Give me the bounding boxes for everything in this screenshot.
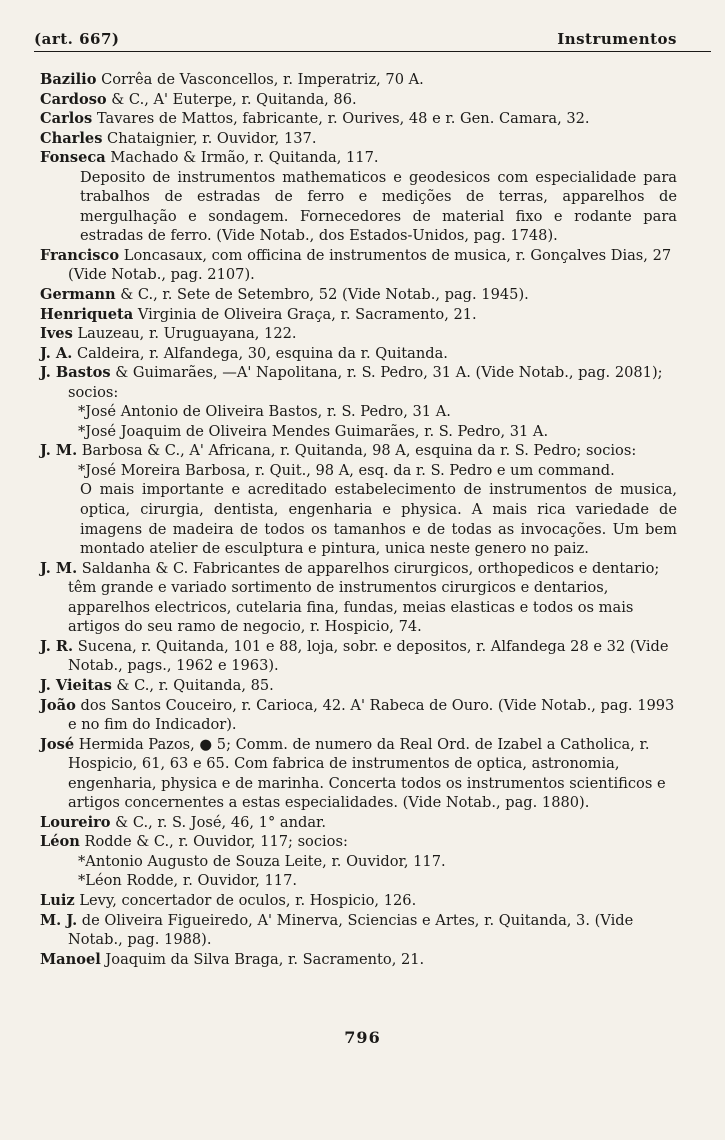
entry-name: J. A. — [40, 344, 73, 362]
entry-details: Saldanha & C. Fabricantes de apparelhos cirurgicos, orthopedicos e dentario; têm grande e variado sortimento de instrumentos cirurgicos e dentarios, apparelhos electricos, cutelaria fina, fundas, meias elasticas e todos os mais artigos do seu ramo de negocio, r. Hospicio, 74. — [68, 559, 660, 636]
entry-name: Henriqueta — [40, 305, 134, 323]
entry-details: Machado & Irmão, r. Quitanda, 117. — [105, 149, 379, 167]
directory-entry — [40, 285, 677, 305]
entry-name: J. Bastos — [40, 364, 111, 382]
directory-entry — [40, 813, 677, 833]
directory-entry — [40, 832, 677, 852]
entry-name: J. Vieitas — [40, 676, 112, 694]
entry-name: J. M. — [40, 559, 78, 577]
entry-details: Hermida Pazos, ● 5; Comm. de numero da Real Ord. de Izabel a Catholica, r. Hospicio, 61, 63 e 65. Com fabrica de instrumentos de optica, astronomia, engenharia, physica e de marinha. Concerta todos os instrumentos scientificos e artigos concernentes a estas especialidades. (Vide Notab., pag. 1880). — [68, 735, 666, 812]
entry-name: M. J. — [40, 911, 78, 929]
entry-name: J. M. — [40, 442, 78, 460]
entry-details: Loncasaux, com officina de instrumentos de musica, r. Gonçalves Dias, 27 (Vide Notab., pag. 2107). — [68, 246, 672, 284]
partner-entry: *Léon Rodde, r. Ouvidor, 117. — [78, 872, 298, 890]
entry-details: & C., A' Euterpe, r. Quitanda, 86. — [106, 90, 357, 108]
entry-details: & C., r. S. José, 46, 1° andar. — [110, 813, 327, 831]
entry-details: dos Santos Couceiro, r. Carioca, 42. A' Rabeca de Ouro. (Vide Notab., pag. 1993 e no fim do Indicador). — [68, 696, 675, 734]
entry-name: José — [40, 735, 75, 753]
entry-details: & C., r. Quitanda, 85. — [111, 676, 274, 694]
entry-description: Deposito de instrumentos mathematicos e geodesicos com especialidade para trabalhos de estradas de ferro e medições de terras, apparelhos de mergulhação e sondagem. Fornecedores de material fixo e rodante para estradas de ferro. (Vide Notab., dos Estados-Unidos, pag. 1748). — [80, 168, 677, 245]
directory-entry — [40, 246, 677, 285]
directory-entry — [40, 911, 677, 950]
entry-description: O mais importante e acreditado estabelecimento de instrumentos de musica, optica, cirurgia, dentista, engenharia e physica. A mais rica variedade de imagens de madeira de todos os tamanhos e de todas as invocações. Um bem montado atelier de esculptura e pintura, unica neste genero no paiz. — [80, 481, 677, 558]
directory-entry — [40, 305, 677, 325]
entry-details: Levy, concertador de oculos, r. Hospicio, 126. — [74, 891, 417, 909]
directory-entry — [40, 676, 677, 696]
directory-entry — [40, 344, 677, 364]
entry-name: Luiz — [40, 891, 75, 909]
entry-details: Caldeira, r. Alfandega, 30, esquina da r. Quitanda. — [72, 344, 448, 362]
entry-details: Tavares de Mattos, fabricante, r. Ourives, 48 e r. Gen. Camara, 32. — [92, 110, 590, 128]
entry-name: Bazilio — [40, 71, 97, 88]
entry-name: Ives — [40, 325, 73, 343]
entry-details: Lauzeau, r. Uruguayana, 122. — [72, 325, 297, 343]
entry-name: Carlos — [40, 110, 93, 128]
entry-name: Cardoso — [40, 90, 107, 108]
directory-entry — [40, 950, 677, 970]
entry-name: Fonseca — [40, 149, 106, 167]
entry-name: J. R. — [40, 637, 74, 655]
entry-details: Sucena, r. Quitanda, 101 e 88, loja, sobr. e depositos, r. Alfandega 28 e 32 (Vide Notab., pags., 1962 e 1963). — [68, 637, 669, 675]
directory-entry — [40, 637, 677, 676]
directory-entry — [40, 735, 677, 813]
entry-details: Joaquim da Silva Braga, r. Sacramento, 21. — [100, 950, 425, 968]
entry-name: Léon — [40, 833, 80, 851]
entry-name: Charles — [40, 129, 103, 147]
directory-entry — [40, 363, 677, 402]
directory-entry — [40, 891, 677, 911]
entry-details: Virginia de Oliveira Graça, r. Sacramento, 21. — [133, 305, 477, 323]
entry-details: & Guimarães, —A' Napolitana, r. S. Pedro, 31 A. (Vide Notab., pag. 2081); socios: — [68, 364, 663, 401]
entry-name: Loureiro — [40, 813, 111, 831]
entry-name: João — [40, 696, 76, 714]
directory-entry — [40, 324, 677, 344]
directory-listing — [40, 70, 677, 969]
partner-entry: *José Moreira Barbosa, r. Quit., 98 A, esq. da r. S. Pedro e um command. — [78, 461, 615, 479]
directory-entry — [40, 441, 677, 461]
partner-entry: *Antonio Augusto de Souza Leite, r. Ouvidor, 117. — [78, 852, 446, 870]
directory-entry — [40, 70, 677, 90]
directory-entry — [40, 148, 677, 168]
entry-details: Barbosa & C., A' Africana, r. Quitanda, 98 A, esquina da r. S. Pedro; socios: — [77, 442, 637, 460]
page-number: 796 — [344, 1028, 381, 1047]
entry-name: Francisco — [40, 246, 120, 264]
directory-entry — [40, 696, 677, 735]
section-title: Instrumentos — [557, 30, 677, 48]
entry-details: de Oliveira Figueiredo, A' Minerva, Sciencias e Artes, r. Quitanda, 3. (Vide Notab., pag. 1988). — [68, 911, 634, 949]
partner-entry: *José Antonio de Oliveira Bastos, r. S. Pedro, 31 A. — [78, 403, 451, 421]
entry-details: & C., r. Sete de Setembro, 52 (Vide Notab., pag. 1945). — [115, 286, 529, 304]
page-header — [34, 30, 711, 52]
directory-entry — [40, 90, 677, 110]
directory-entry — [40, 559, 677, 637]
entry-details: Corrêa de Vasconcellos, r. Imperatriz, 70 A. — [96, 71, 424, 88]
directory-entry — [40, 129, 677, 149]
partner-entry: *José Joaquim de Oliveira Mendes Guimarães, r. S. Pedro, 31 A. — [78, 422, 549, 440]
entry-name: Manoel — [40, 950, 101, 968]
directory-entry — [40, 109, 677, 129]
entry-name: Germann — [40, 286, 116, 304]
article-number: (art. 667) — [34, 30, 120, 48]
entry-details: Rodde & C., r. Ouvidor, 117; socios: — [79, 833, 348, 851]
entry-details: Chataignier, r. Ouvidor, 137. — [102, 129, 317, 147]
